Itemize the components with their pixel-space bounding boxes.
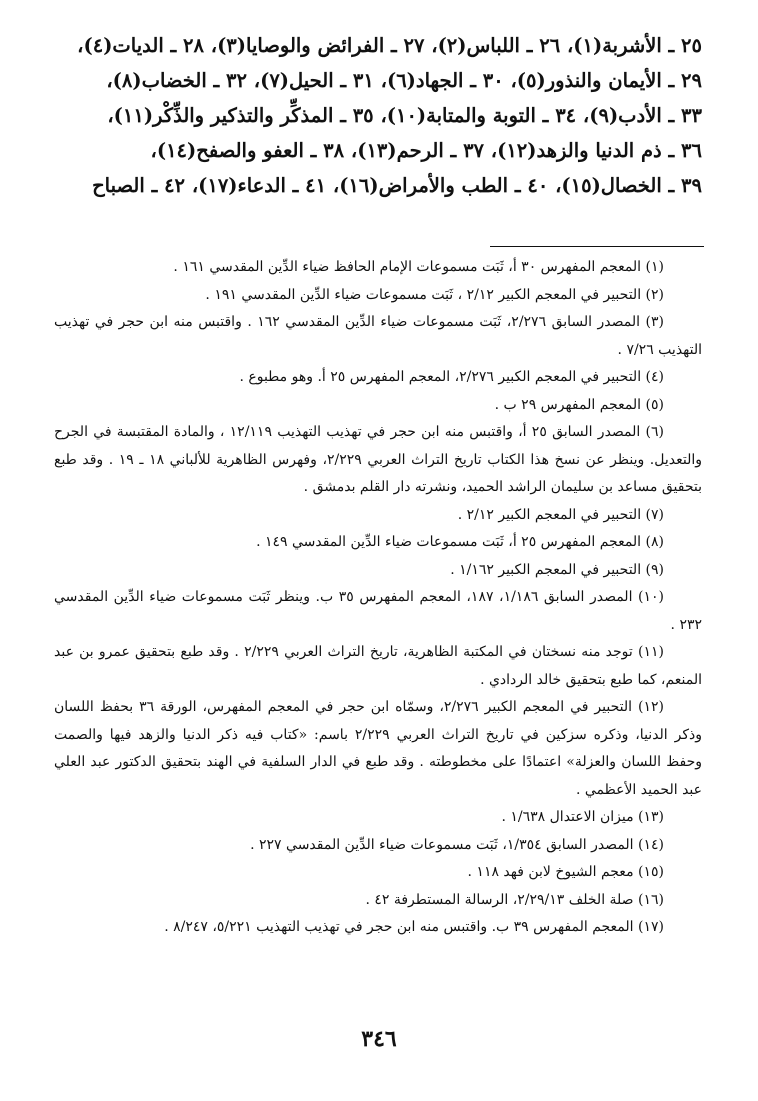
footnote: (١٥) معجم الشيوخ لابن فهد ١١٨ . [467, 864, 664, 880]
footnote: (٦) المصدر السابق ٢٥ أ، واقتبس منه ابن حجر في تهذيب التهذيب ١٢/١١٩ ، والمادة المقتبسة في الجرح والتعديل. وينظر عن نسخ هذا الكتاب تاريخ التراث العربي ٢/٢٢٩، وفهرس الظاهرية للألباني ١٨ ـ ١٩ . وقد طبع بتحقيق مساعد بن سليمان الراشد الحميد، ونشرته دار القلم بدمشق . [54, 424, 702, 495]
footnote: (٨) المعجم المفهرس ٢٥ أ، ثَبَت مسموعات ضياء الدِّين المقدسي ١٤٩ . [256, 534, 664, 550]
footnote: (٧) التحبير في المعجم الكبير ٢/١٢ . [457, 506, 664, 523]
footnote: (٣) المصدر السابق ٢/٢٧٦، ثَبَت مسموعات ضياء الدِّين المقدسي ١٦٢ . واقتبس منه ابن حجر في تهذيب التهذيب ٧/٢٦ . [54, 314, 702, 358]
footnote: (٩) التحبير في المعجم الكبير ١/١٦٢ . [450, 561, 664, 578]
footnote: (١٢) التحبير في المعجم الكبير ٢/٢٧٦، وسمّاه ابن حجر في المعجم المفهرس، الورقة ٣٦ بحفظ اللسان وذكر الدنيا، وذكره سزكين في تاريخ التراث العربي ٢/٢٢٩ باسم: «كتاب فيه ذكر الدنيا والزهد فيها والصمت وحفظ اللسان والعزلة» اعتمادًا على مخطوطته . وقد طبع في الدار السلفية في الهند بتحقيق الدكتور عبد العلي عبد الحميد الأعظمي . [54, 699, 702, 798]
footnote: (١) المعجم المفهرس ٣٠ أ، ثَبَت مسموعات الإمام الحافظ ضياء الدِّين المقدسي ١٦١ . [173, 259, 664, 275]
main-text [54, 28, 702, 203]
footnotes [54, 254, 702, 942]
footnote: (١٦) صلة الخلف ٢/٢٩/١٣، الرسالة المستطرفة ٤٢ . [365, 891, 664, 908]
main-text-line: ٣٣ ـ الأدب(٩)، ٣٤ ـ التوبة والمتابة(١٠)، ٣٥ ـ المذكِّر والتذكير والذِّكْر(١١)، [107, 104, 702, 127]
main-text-line: ٢٩ ـ الأيمان والنذور(٥)، ٣٠ ـ الجهاد(٦)، ٣١ ـ الحيل(٧)، ٣٢ ـ الخضاب(٨)، [106, 69, 702, 92]
main-text-line: ٢٥ ـ الأشربة(١)، ٢٦ ـ اللباس(٢)، ٢٧ ـ الفرائض والوصايا(٣)، ٢٨ ـ الديات(٤)، [77, 34, 702, 57]
footnote: (١١) توجد منه نسختان في المكتبة الظاهرية، تاريخ التراث العربي ٢/٢٢٩ . وقد طبع بتحقيق عمرو بن عبد المنعم، كما طبع بتحقيق خالد الردادي . [54, 644, 702, 688]
footnote: (١٣) ميزان الاعتدال ١/٦٣٨ . [501, 809, 664, 825]
footnote: (٤) التحبير في المعجم الكبير ٢/٢٧٦، المعجم المفهرس ٢٥ أ. وهو مطبوع . [239, 369, 664, 385]
footnote: (١٧) المعجم المفهرس ٣٩ ب. واقتبس منه ابن حجر في تهذيب التهذيب ٥/٢٢١، ٨/٢٤٧ . [164, 919, 664, 935]
footnote: (١٤) المصدر السابق ١/٣٥٤، ثَبَت مسموعات ضياء الدِّين المقدسي ٢٢٧ . [250, 836, 664, 853]
page-number: ٣٤٦ [361, 1026, 397, 1052]
main-text-line: ٣٦ ـ ذم الدنيا والزهد(١٢)، ٣٧ ـ الرحم(١٣)، ٣٨ ـ العفو والصفح(١٤)، [150, 139, 702, 162]
footnote: (٢) التحبير في المعجم الكبير ٢/١٢ ، ثَبَت مسموعات ضياء الدِّين المقدسي ١٩١ . [205, 286, 664, 303]
page-body [54, 28, 702, 203]
footnote: (١٠) المصدر السابق ١/١٨٦، ١٨٧، المعجم المفهرس ٣٥ ب. وينظر ثَبَت مسموعات ضياء الدِّين المقدسي ٢٣٢ . [54, 589, 702, 633]
footnote-separator [490, 246, 704, 247]
main-text-line: ٣٩ ـ الخصال(١٥)، ٤٠ ـ الطب والأمراض(١٦)، ٤١ ـ الدعاء(١٧)، ٤٢ ـ الصباح [92, 174, 702, 197]
footnote: (٥) المعجم المفهرس ٢٩ ب . [494, 396, 664, 413]
